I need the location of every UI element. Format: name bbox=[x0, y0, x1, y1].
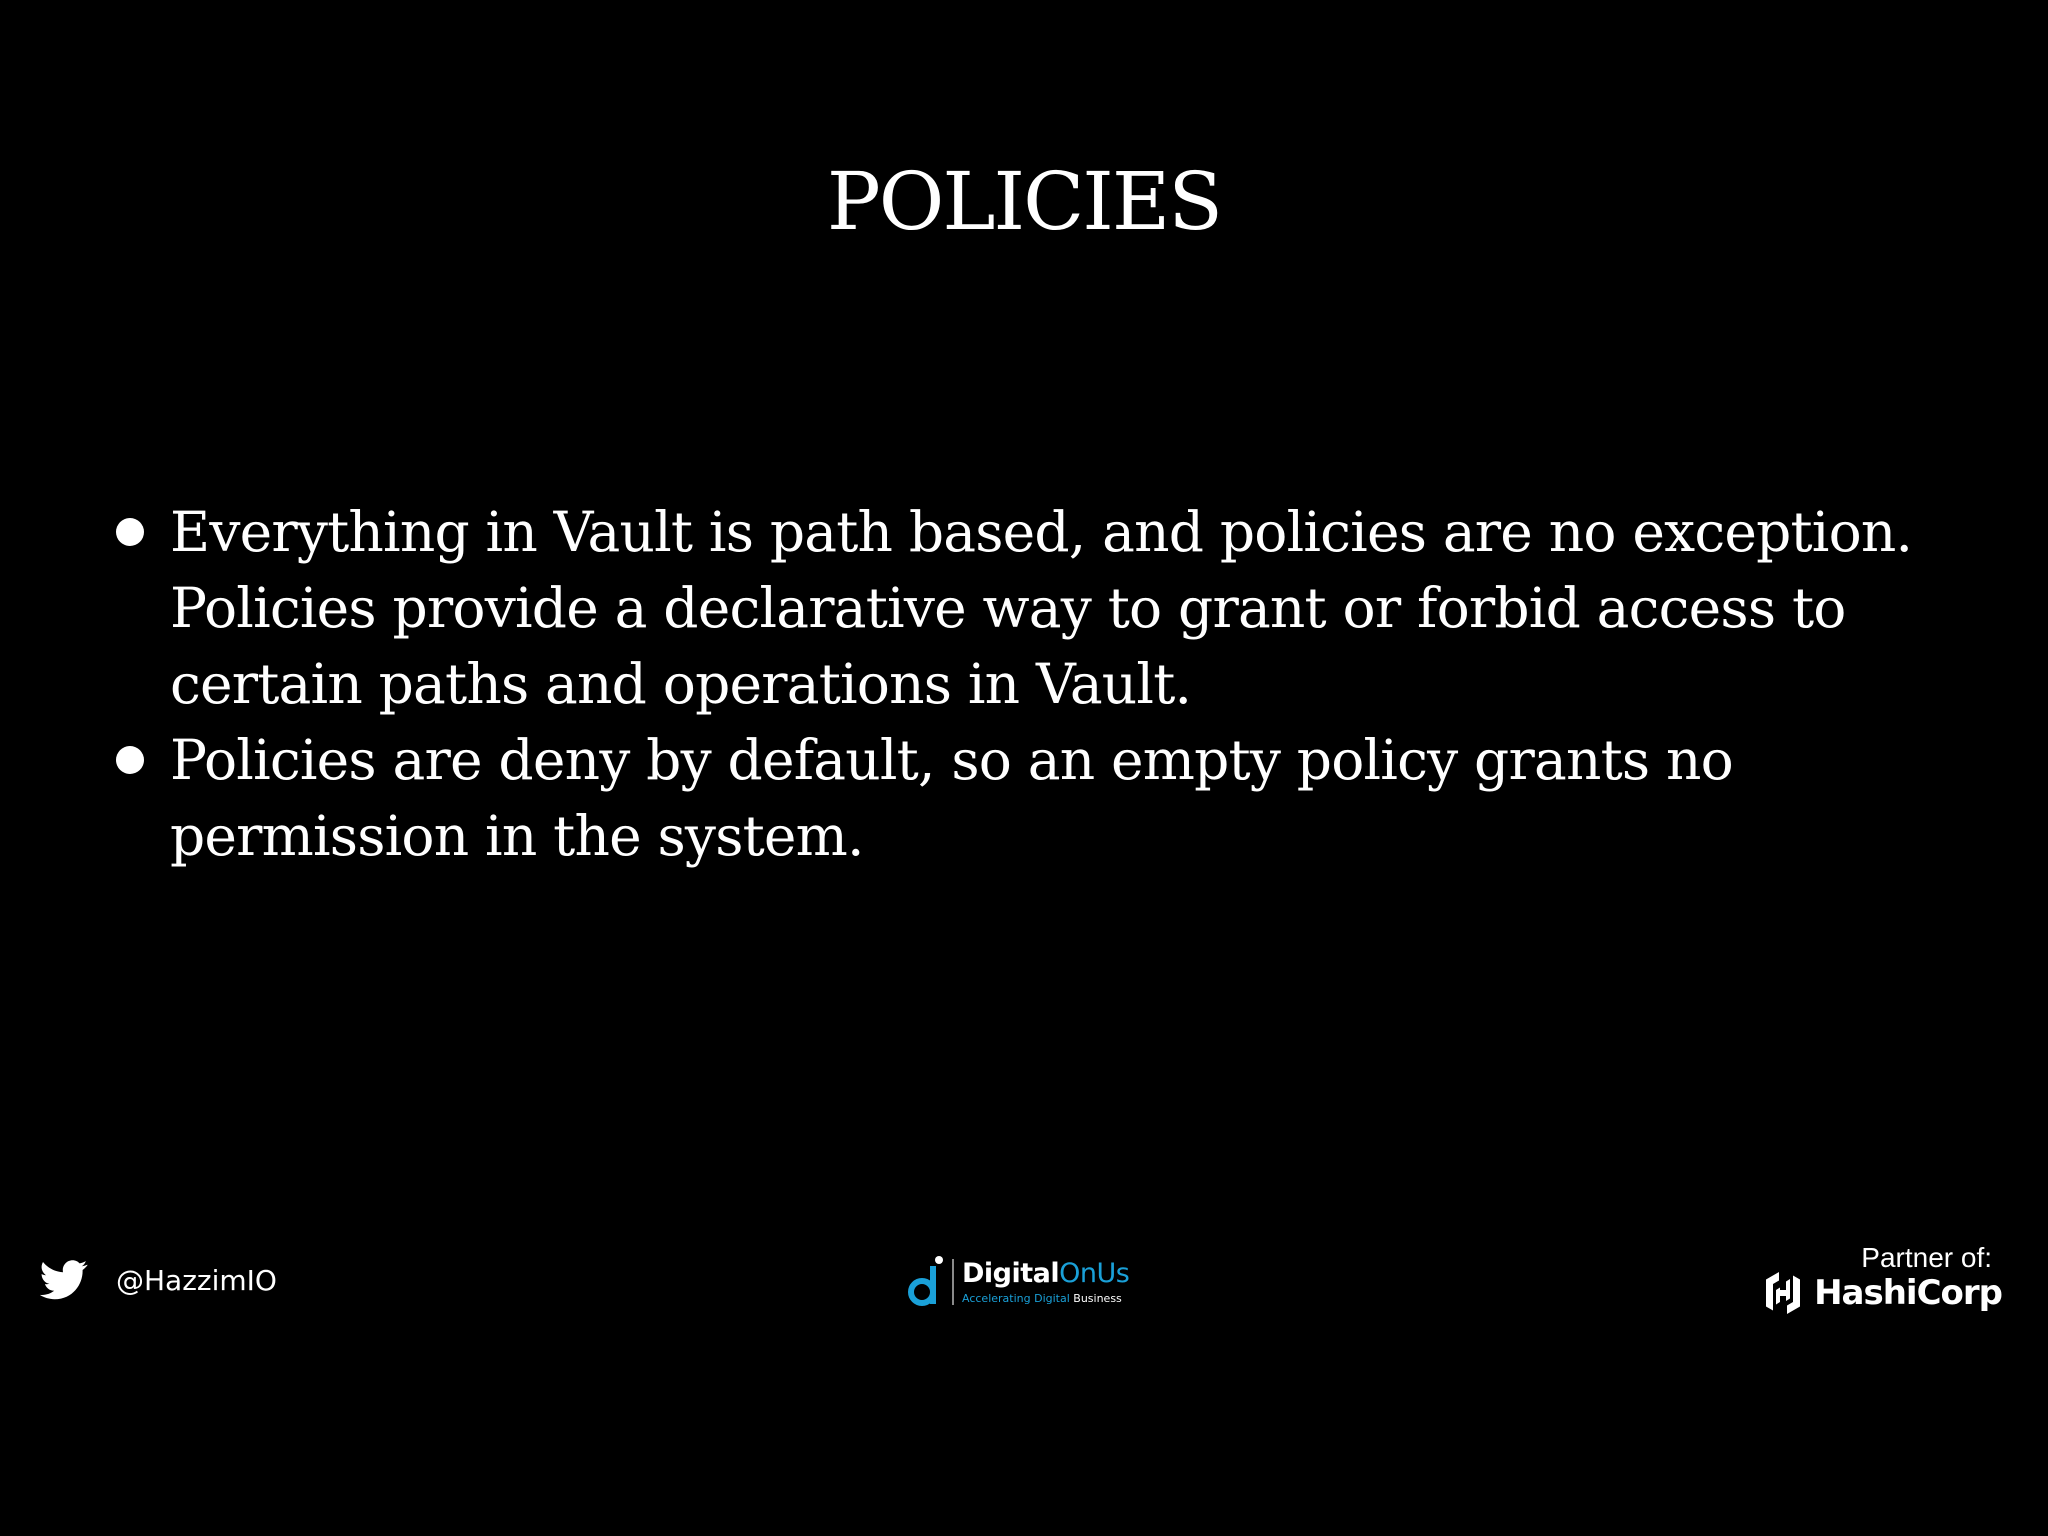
twitter-credit bbox=[40, 1260, 277, 1300]
company-name-part2: OnUs bbox=[1059, 1258, 1130, 1289]
bullet-text: Policies are deny by default, so an empty policy grants no permission in the system. bbox=[170, 728, 1733, 868]
bullet-text: Everything in Vault is path based, and policies are no exception. Policies provide a declarative way to grant or forbid access to certain paths and operations in Vault. bbox=[170, 500, 1913, 716]
logo-divider bbox=[952, 1259, 954, 1305]
digitalonus-logo bbox=[906, 1254, 1129, 1310]
bullet-dot-icon bbox=[116, 746, 144, 774]
slide-title: POLICIES bbox=[826, 154, 1222, 248]
bullet-dot-icon bbox=[116, 518, 144, 546]
digitalonus-wordmark bbox=[962, 1260, 1129, 1304]
company-tagline bbox=[962, 1293, 1129, 1304]
bullet-item bbox=[114, 494, 1974, 722]
company-name bbox=[962, 1260, 1129, 1287]
company-name-part1: Digital bbox=[962, 1258, 1060, 1289]
digitalonus-logo-icon bbox=[906, 1254, 946, 1310]
twitter-bird-icon bbox=[40, 1260, 88, 1300]
partner-name: HashiCorp bbox=[1814, 1273, 2002, 1313]
twitter-handle: @HazzimIO bbox=[116, 1263, 277, 1297]
bullet-item bbox=[114, 722, 1974, 874]
partner-label: Partner of: bbox=[1861, 1242, 1992, 1273]
hashicorp-logo-icon bbox=[1762, 1270, 1804, 1316]
hashicorp-logo bbox=[1762, 1270, 2002, 1316]
partner-badge bbox=[1792, 1242, 2002, 1316]
bullet-list bbox=[114, 494, 1974, 874]
company-tagline-part1: Accelerating Digital bbox=[962, 1292, 1070, 1305]
company-tagline-part2: Business bbox=[1069, 1292, 1122, 1305]
